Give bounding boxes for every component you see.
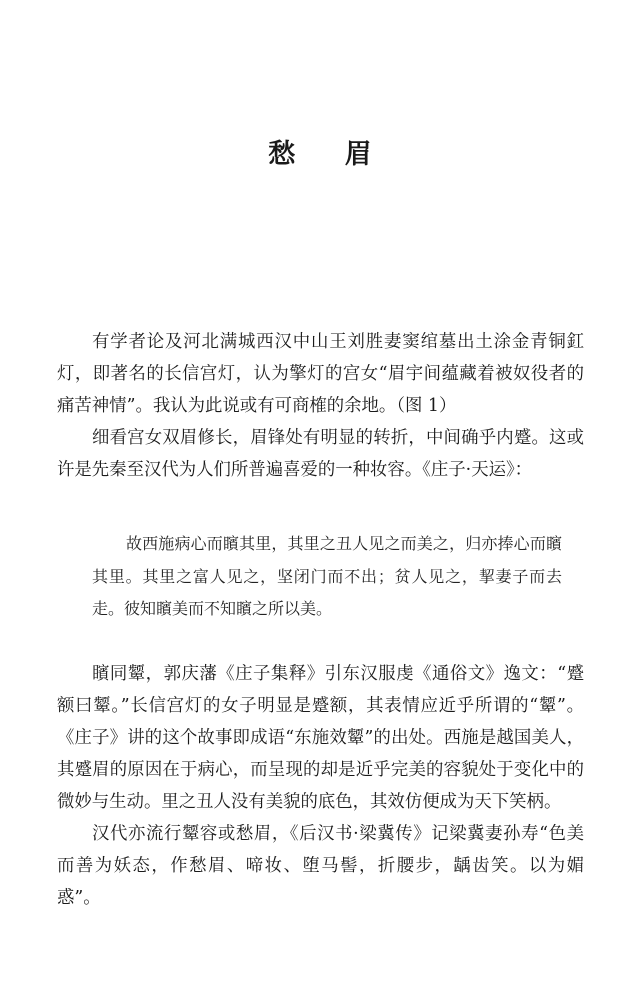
paragraph-4-block bbox=[57, 818, 584, 914]
paragraph: 汉代亦流行颦容或愁眉，《后汉书·梁冀传》记梁冀妻孙寿“色美而善为妖态，作愁眉、啼妆、堕马髻，折腰步，龋齿笑。以为媚惑”。 bbox=[57, 824, 584, 908]
paragraph: 有学者论及河北满城西汉中山王刘胜妻窦绾墓出土涂金青铜釭灯，即著名的长信宫灯，认为擎灯的宫女“眉宇间蕴藏着被奴役者的痛苦神情”。我认为此说或有可商榷的余地。（图 1） bbox=[57, 332, 584, 416]
paragraph: 矉同颦，郭庆藩《庄子集释》引东汉服虔《通俗文》逸文：“蹙额曰颦。”长信宫灯的女子明显是蹙额，其表情应近乎所谓的“颦”。《庄子》讲的这个故事即成语“东施效颦”的出处。西施是越国美人，其蹙眉的原因在于病心，而呈现的却是近乎完美的容貌处于变化中的微妙与生动。里之丑人没有美貌的底色，其效仿便成为天下笑柄。 bbox=[57, 664, 584, 812]
paragraph-1-block bbox=[57, 326, 584, 422]
paragraph-2-block bbox=[57, 422, 584, 486]
paragraph: 细看宫女双眉修长，眉锋处有明显的转折，中间确乎内蹙。这或许是先秦至汉代为人们所普遍喜爱的一种妆容。《庄子·天运》： bbox=[57, 428, 584, 480]
quote-text: 故西施病心而矉其里，其里之丑人见之而美之，归亦捧心而矉其里。其里之富人见之，坚闭门而不出；贫人见之，挈妻子而去走。彼知矉美而不知矉之所以美。 bbox=[92, 534, 562, 618]
block-quote bbox=[92, 528, 562, 626]
page-title: 愁 眉 bbox=[268, 139, 392, 170]
paragraph-3-block bbox=[57, 658, 584, 818]
